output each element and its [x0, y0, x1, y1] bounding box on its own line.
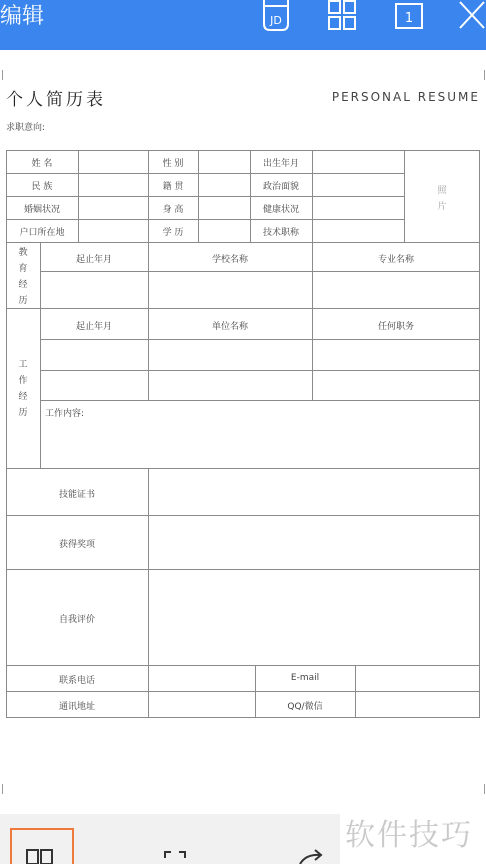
fullscreen-icon[interactable] — [163, 848, 187, 864]
label-hukou: 户口所在地 — [19, 228, 65, 238]
resume-title: 个人简历表 — [6, 90, 106, 110]
label-title-rank: 技术职称 — [262, 228, 299, 238]
email-label: E-mail — [290, 673, 320, 683]
qq-label: QQ/微信 — [287, 702, 323, 712]
address-label: 通讯地址 — [58, 702, 95, 712]
page-count: 1 — [404, 11, 414, 26]
education-col-period: 起止年月 — [75, 255, 112, 265]
photo-label-1: 照 — [437, 186, 447, 196]
work-side-3: 经 — [18, 392, 28, 402]
education-side-2: 育 — [18, 264, 28, 274]
label-ethnicity: 民 族 — [31, 182, 53, 192]
share-icon[interactable] — [296, 848, 326, 864]
work-side-4: 历 — [18, 408, 28, 418]
job-objective-label: 求职意向: — [6, 123, 46, 133]
work-col-position: 任何职务 — [377, 322, 414, 332]
self-eval-label: 自我评价 — [58, 615, 95, 625]
phone-label: 联系电话 — [58, 676, 95, 686]
education-side-3: 经 — [18, 280, 28, 290]
skills-label: 技能证书 — [58, 490, 95, 500]
label-marital: 婚姻状况 — [23, 205, 60, 215]
education-side-1: 教 — [18, 248, 28, 258]
work-content-label: 工作内容: — [45, 409, 85, 419]
label-name: 姓 名 — [31, 159, 53, 169]
work-side-2: 作 — [18, 376, 28, 386]
layout-icon[interactable] — [10, 828, 74, 864]
label-birth: 出生年月 — [262, 159, 299, 169]
awards-label: 获得奖项 — [58, 540, 95, 550]
label-political: 政治面貌 — [262, 182, 299, 192]
resume-title-en: PERSONAL RESUME — [331, 90, 480, 104]
education-col-school: 学校名称 — [211, 255, 248, 265]
photo-label-2: 片 — [437, 202, 447, 212]
education-col-major: 专业名称 — [377, 255, 414, 265]
work-side-1: 工 — [18, 360, 28, 370]
education-side-4: 历 — [18, 296, 28, 306]
label-height: 身 高 — [162, 205, 184, 215]
jd-icon-text: JD — [270, 14, 282, 27]
label-health: 健康状况 — [262, 205, 299, 215]
watermark-text: 软件技巧 — [345, 818, 473, 853]
work-col-period: 起止年月 — [75, 322, 112, 332]
edit-title[interactable]: 编辑 — [0, 4, 45, 29]
work-col-company: 单位名称 — [211, 322, 248, 332]
label-native-place: 籍 贯 — [162, 182, 184, 192]
label-education-level: 学 历 — [162, 228, 184, 238]
label-gender: 性 别 — [162, 159, 184, 169]
